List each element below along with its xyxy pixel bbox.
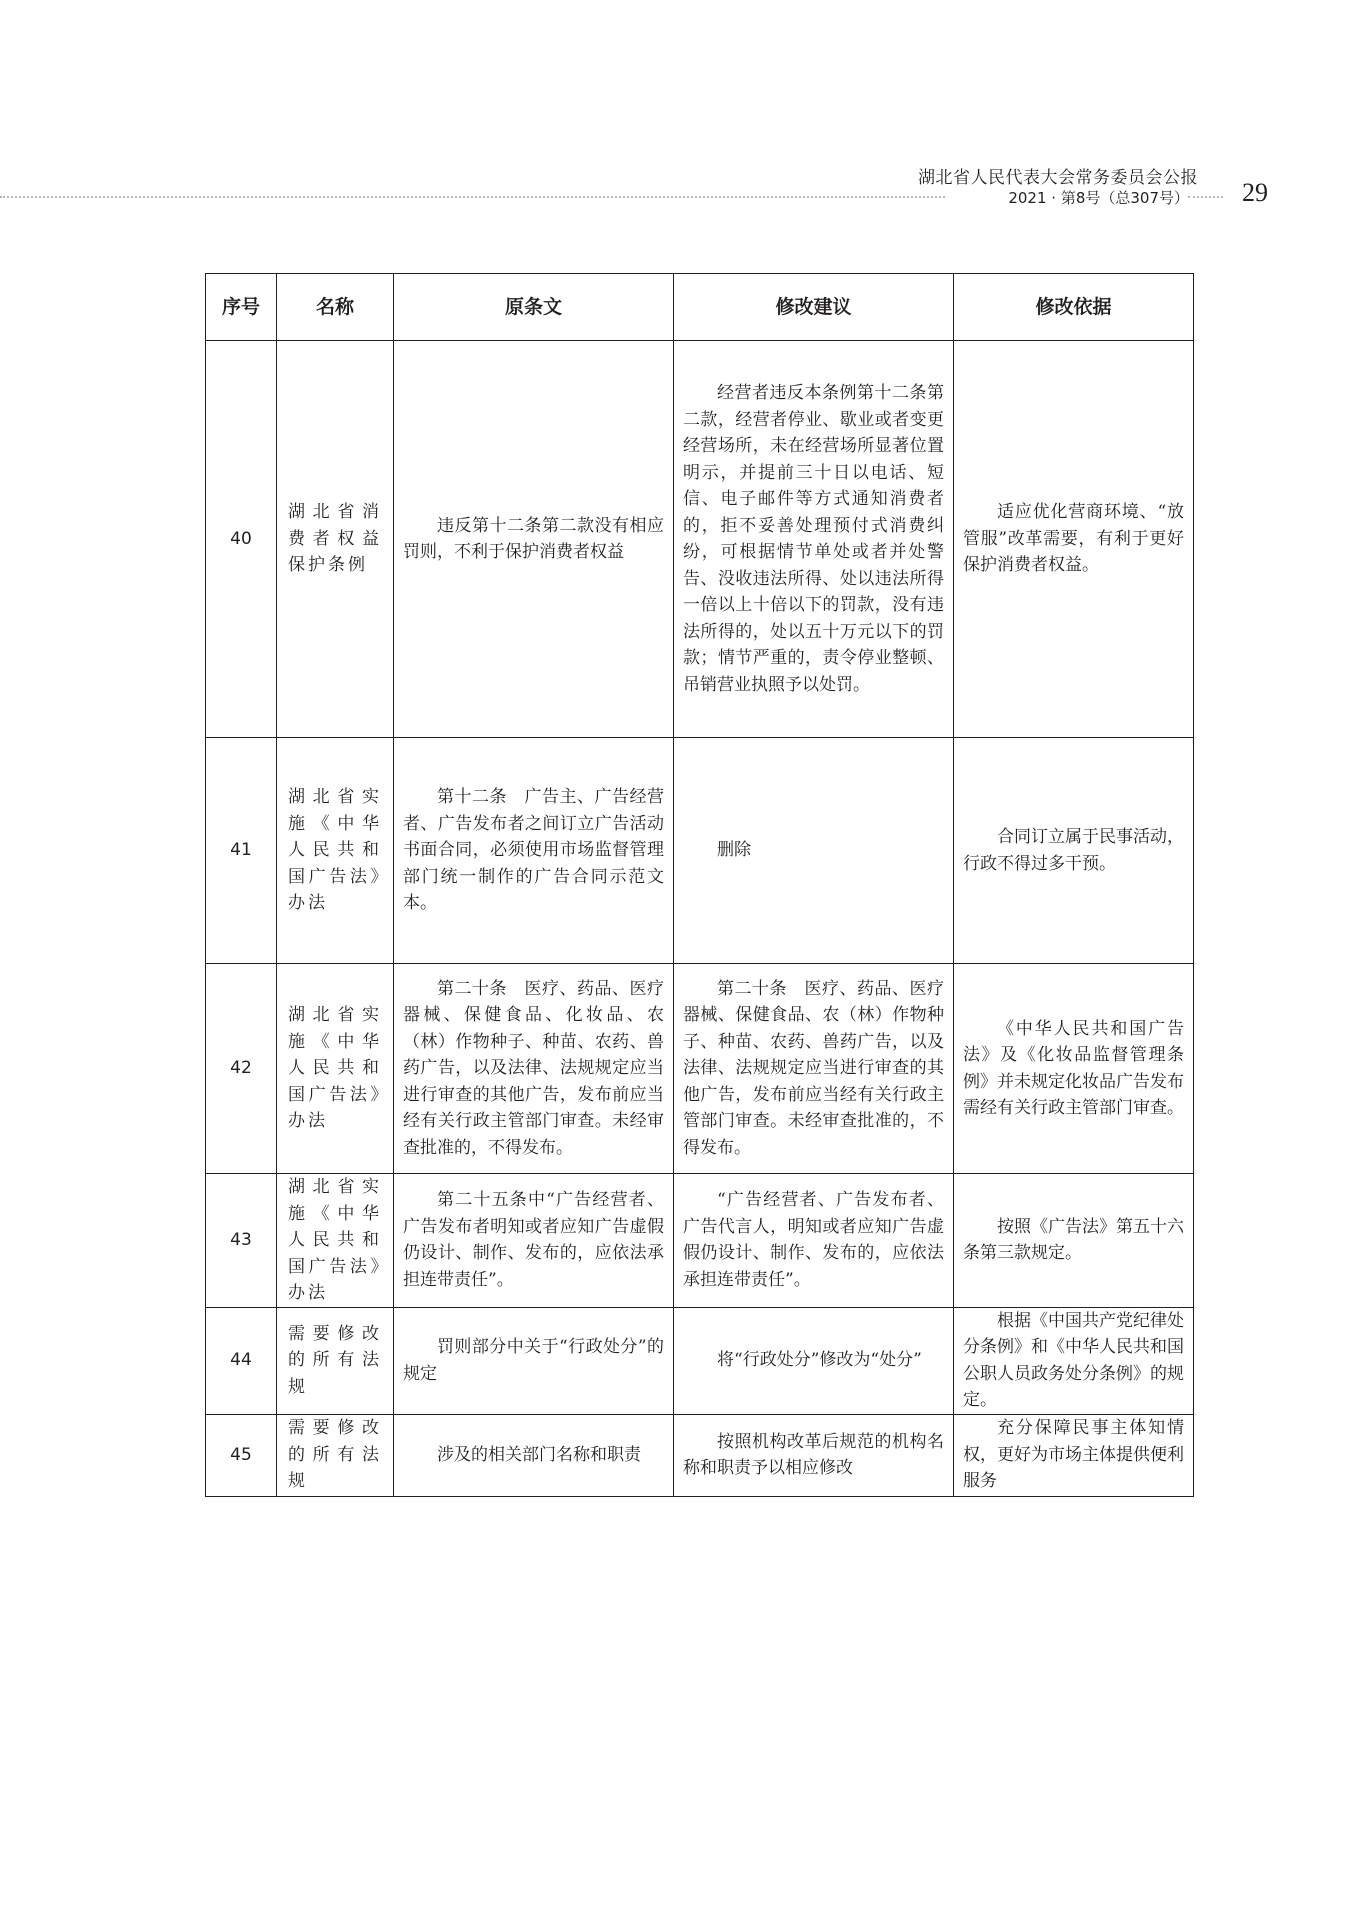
amendment-table [205, 273, 1194, 1497]
table-row [206, 1307, 1194, 1414]
row-proposal: 删除 [674, 738, 954, 964]
table-header-row [206, 274, 1194, 341]
row-no: 41 [206, 738, 277, 964]
issue-number: 2021 · 第8号（总307号） [1008, 189, 1189, 207]
header-dotted-rule-right [1188, 196, 1223, 198]
row-original: 第十二条 广告主、广告经营者、广告发布者之间订立广告活动书面合同，必须使用市场监督管理部门统一制作的广告合同示范文本。 [394, 738, 674, 964]
row-proposal: 将“行政处分”修改为“处分” [674, 1307, 954, 1414]
table-row [206, 964, 1194, 1174]
row-original: 第二十条 医疗、药品、医疗器械、保健食品、化妆品、农（林）作物种子、种苗、农药、兽药广告，以及法律、法规规定应当进行审查的其他广告，发布前应当经有关行政主管部门审查。未经审查批准的，不得发布。 [394, 964, 674, 1174]
row-name: 需要修改的所有法规 [277, 1414, 394, 1496]
row-name: 湖北省实施《中华人民共和国广告法》办法 [277, 738, 394, 964]
row-name: 湖北省实施《中华人民共和国广告法》办法 [277, 964, 394, 1174]
table-row [206, 341, 1194, 738]
row-basis: 充分保障民事主体知情权，更好为市场主体提供便利服务 [954, 1414, 1194, 1496]
table-row [206, 1414, 1194, 1496]
row-original: 第二十五条中“广告经营者、广告发布者明知或者应知广告虚假仍设计、制作、发布的，应依法承担连带责任”。 [394, 1174, 674, 1308]
publication-title: 湖北省人民代表大会常务委员会公报 [918, 168, 1198, 188]
row-original: 罚则部分中关于“行政处分”的规定 [394, 1307, 674, 1414]
header-proposal: 修改建议 [674, 274, 954, 341]
row-no: 40 [206, 341, 277, 738]
row-no: 44 [206, 1307, 277, 1414]
header-basis: 修改依据 [954, 274, 1194, 341]
row-basis: 适应优化营商环境、“放管服”改革需要，有利于更好保护消费者权益。 [954, 341, 1194, 738]
row-basis: 合同订立属于民事活动，行政不得过多干预。 [954, 738, 1194, 964]
row-name: 需要修改的所有法规 [277, 1307, 394, 1414]
row-name: 湖北省消费者权益保护条例 [277, 341, 394, 738]
row-basis: 《中华人民共和国广告法》及《化妆品监督管理条例》并未规定化妆品广告发布需经有关行政主管部门审查。 [954, 964, 1194, 1174]
row-original: 违反第十二条第二款没有相应罚则，不利于保护消费者权益 [394, 341, 674, 738]
header-original: 原条文 [394, 274, 674, 341]
row-original: 涉及的相关部门名称和职责 [394, 1414, 674, 1496]
row-name: 湖北省实施《中华人民共和国广告法》办法 [277, 1174, 394, 1308]
row-no: 42 [206, 964, 277, 1174]
row-no: 45 [206, 1414, 277, 1496]
row-proposal: 第二十条 医疗、药品、医疗器械、保健食品、农（林）作物种子、种苗、农药、兽药广告，以及法律、法规规定应当进行审查的其他广告，发布前应当经有关行政主管部门审查。未经审查批准的，不得发布。 [674, 964, 954, 1174]
row-proposal: 经营者违反本条例第十二条第二款，经营者停业、歇业或者变更经营场所，未在经营场所显著位置明示，并提前三十日以电话、短信、电子邮件等方式通知消费者的，拒不妥善处理预付式消费纠纷，可根据情节单处或者并处警告、没收违法所得、处以违法所得一倍以上十倍以下的罚款，没有违法所得的，处以五十万元以下的罚款；情节严重的，责令停业整顿、吊销营业执照予以处罚。 [674, 341, 954, 738]
header-dotted-rule-left [0, 196, 945, 198]
header-no: 序号 [206, 274, 277, 341]
row-basis: 根据《中国共产党纪律处分条例》和《中华人民共和国公职人员政务处分条例》的规定。 [954, 1307, 1194, 1414]
row-proposal: 按照机构改革后规范的机构名称和职责予以相应修改 [674, 1414, 954, 1496]
table-row [206, 738, 1194, 964]
page-number: 29 [1242, 178, 1268, 207]
table-row [206, 1174, 1194, 1308]
row-basis: 按照《广告法》第五十六条第三款规定。 [954, 1174, 1194, 1308]
row-proposal: “广告经营者、广告发布者、广告代言人，明知或者应知广告虚假仍设计、制作、发布的，应依法承担连带责任”。 [674, 1174, 954, 1308]
header-name: 名称 [277, 274, 394, 341]
row-no: 43 [206, 1174, 277, 1308]
